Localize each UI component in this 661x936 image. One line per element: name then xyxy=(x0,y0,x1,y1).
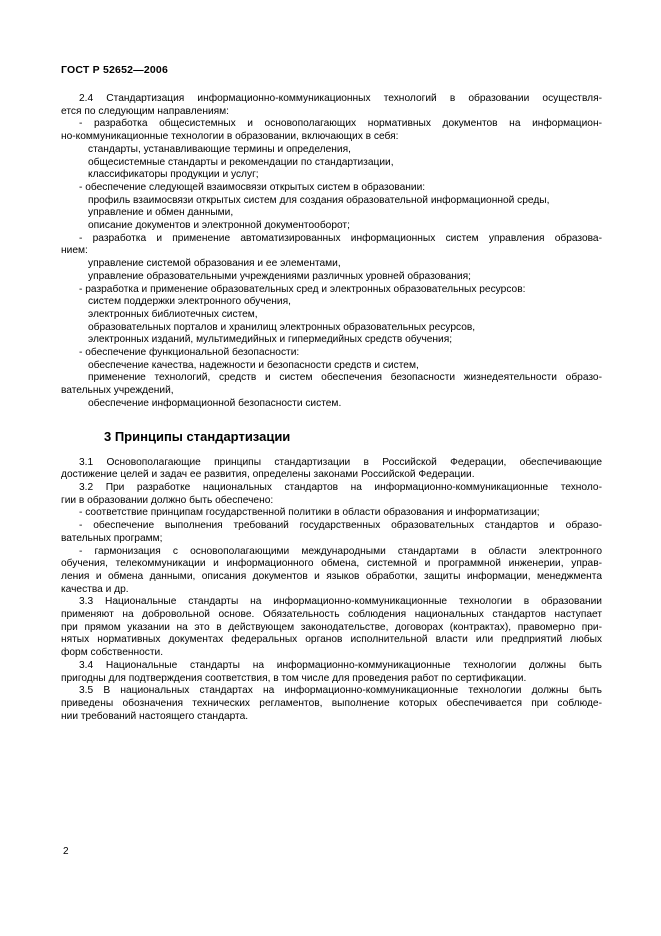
text-line: управление и обмен данными, xyxy=(88,207,234,219)
text-line: ления и обмена данными, описания документов и языков обработки, защиты информации, менеджмента xyxy=(61,570,602,582)
text-line: обучения, телекоммуникации и информационного обмена, системной и программной инженерии, управ- xyxy=(61,558,602,570)
text-line: 3.4 Национальные стандарты на информационно-коммуникационные технологии должны быть xyxy=(79,659,602,671)
section-3-text-block xyxy=(61,457,602,724)
text-line: применение технологий, средств и систем обеспечения безопасности жизнедеятельности образо- xyxy=(88,372,602,384)
text-line: - разработка и применение автоматизированных информационных систем управления образова- xyxy=(79,232,602,244)
text-line: приведены обозначения технических регламентов, выполнение которых обеспечивается при соблюде- xyxy=(61,697,602,709)
section-3-heading: 3 Принципы стандартизации xyxy=(104,428,291,444)
text-line: описание документов и электронной документооборот; xyxy=(88,220,350,232)
text-line: - обеспечение следующей взаимосвязи открытых систем в образовании: xyxy=(79,181,426,193)
text-line: 3.2 При разработке национальных стандартов на информационно-коммуникационные техноло- xyxy=(79,481,602,493)
text-line: пригодны для подтверждения соответствия, в том числе для проведения работ по сертификации. xyxy=(61,672,527,684)
text-line: при прямом указании на это в действующем законодательстве, договорах (контрактах), правомерно при- xyxy=(61,621,602,633)
text-line: профиль взаимосвязи открытых систем для создания образовательной информационной среды, xyxy=(88,194,550,206)
text-line: 3.3 Национальные стандарты на информационно-коммуникационные технологии в образовании xyxy=(79,596,602,608)
text-line: - разработка и применение образовательных сред и электронных образовательных ресурсов: xyxy=(79,283,526,295)
text-line: - обеспечение функциональной безопасности: xyxy=(79,347,300,359)
text-line: применяют на добровольной основе. Обязательность соблюдения национальных стандартов наступает xyxy=(61,609,602,621)
text-line: вательных программ; xyxy=(61,532,163,544)
text-line: управление образовательными учреждениями различных уровней образования; xyxy=(88,270,471,282)
text-line: обеспечение качества, надежности и безопасности средств и систем, xyxy=(88,359,419,371)
text-line: управление системой образования и ее элементами, xyxy=(88,258,341,270)
text-line: обеспечение информационной безопасности систем. xyxy=(88,397,342,409)
text-line: нии требований настоящего стандарта. xyxy=(61,710,249,722)
text-line: 2.4 Стандартизация информационно-коммуникационных технологий в образовании осуществля- xyxy=(79,93,602,104)
text-line: 3.1 Основополагающие принципы стандартизации в Российской Федерации, обеспечивающие xyxy=(79,456,602,468)
text-line: нятых нормативных документах федеральных органов исполнительной власти или предприятий любых xyxy=(61,634,602,646)
section-2-4-text-block xyxy=(61,93,602,411)
text-line: - разработка общесистемных и основополагающих нормативных документов на информацион- xyxy=(79,118,602,130)
text-line: гии в образовании должно быть обеспечено: xyxy=(61,494,274,506)
text-line: стандарты, устанавливающие термины и определения, xyxy=(88,143,351,155)
text-line: ется по следующим направлениям: xyxy=(61,105,229,117)
text-line: - соответствие принципам государственной политики в области образования и информатизации; xyxy=(79,507,540,519)
document-content xyxy=(61,64,602,723)
text-line: образовательных порталов и хранилищ электронных образовательных ресурсов, xyxy=(88,321,476,333)
text-line: классификаторы продукции и услуг; xyxy=(88,169,259,181)
text-line: - гармонизация с основополагающими международными стандартами в области электронного xyxy=(79,545,602,557)
text-line: но-коммуникационные технологии в образовании, включающих в себя: xyxy=(61,131,399,143)
text-line: общесистемные стандарты и рекомендации по стандартизации, xyxy=(88,156,394,168)
text-line: качества и др. xyxy=(61,583,129,595)
text-line: вательных учреждений, xyxy=(61,385,174,397)
text-line: нием: xyxy=(61,245,88,257)
text-line: достижение целей и задач ее развития, определены законами Российской Федерации. xyxy=(61,469,475,481)
text-line: электронных библиотечных систем, xyxy=(88,308,258,320)
page-number: 2 xyxy=(63,846,69,857)
running-header: ГОСТ Р 52652—2006 xyxy=(61,64,169,76)
text-line: - обеспечение выполнения требований государственных образовательных стандартов и образо- xyxy=(79,520,602,532)
text-line: систем поддержки электронного обучения, xyxy=(88,296,291,308)
text-line: 3.5 В национальных стандартах на информационно-коммуникационные технологии должны быть xyxy=(79,685,602,697)
text-line: форм собственности. xyxy=(61,647,164,659)
text-line: электронных изданий, мультимедийных и гипермедийных средств обучения; xyxy=(88,334,453,346)
